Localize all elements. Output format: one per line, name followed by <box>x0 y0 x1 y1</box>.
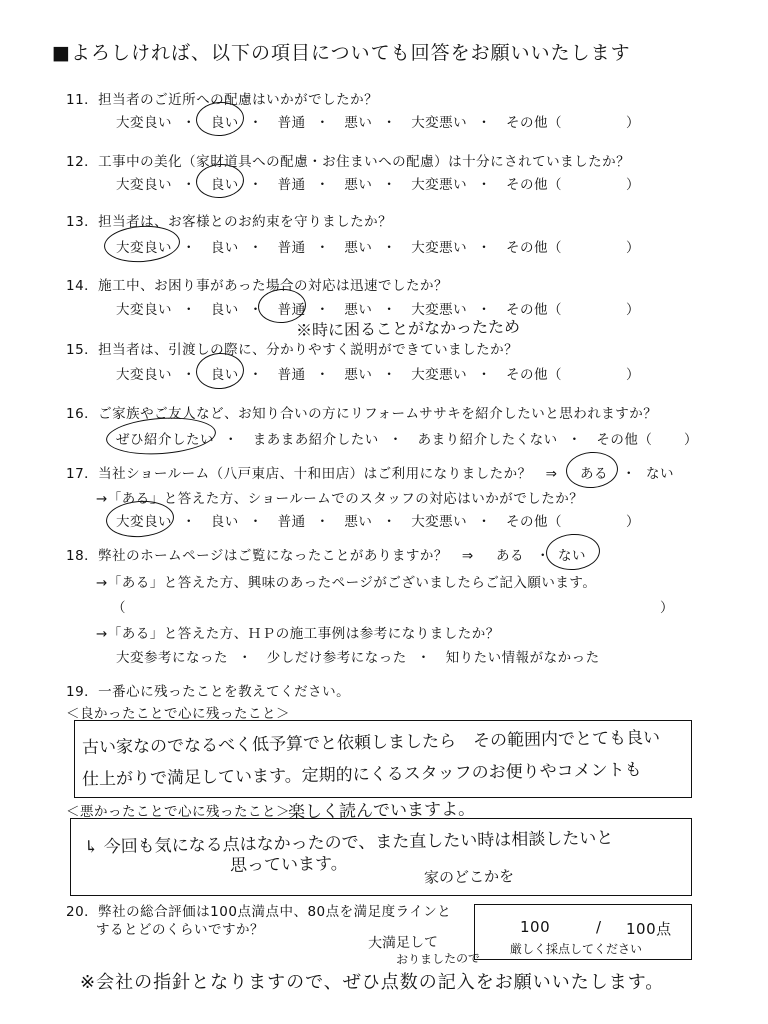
question-20-line-2: するとどのくらいですか？ <box>96 922 264 938</box>
opt-bad[interactable]: 悪い <box>344 115 373 131</box>
question-17: 17．当社ショールーム（八戸東店、十和田店）はご利用になりましたか？ ⇒ <box>66 466 558 482</box>
opt-other[interactable]: その他（ <box>596 432 653 448</box>
bad-answer-line-1: ↳ 今回も気になる点はなかったので、また直したい時は相談したいと <box>83 828 614 858</box>
opt-good[interactable]: 良い <box>210 302 239 318</box>
opt-good[interactable]: 良い <box>210 177 239 193</box>
opt-bad[interactable]: 悪い <box>344 302 373 318</box>
question-11: 11．担当者のご近所への配慮はいかがでしたか？ <box>66 92 379 108</box>
opt-yes[interactable]: ある <box>496 548 524 564</box>
bad-aside: 楽しく読んでいますよ。 <box>287 799 476 823</box>
options-14: 大変良い ・ 良い ・ 普通 ・ 悪い ・ 大変悪い ・ その他（ <box>116 302 562 318</box>
opt-not-recommend[interactable]: あまり紹介したくない <box>417 432 558 448</box>
options-12: 大変良い ・ 良い ・ 普通 ・ 悪い ・ 大変悪い ・ その他（ <box>116 177 562 193</box>
options-11-close: ） <box>626 115 640 131</box>
options-17-close: ） <box>626 514 640 530</box>
page-title: ■よろしければ、以下の項目についても回答をお願いいたします <box>52 42 631 64</box>
opt-very-bad[interactable]: 大変悪い <box>411 115 468 131</box>
score-value: 100 <box>520 918 551 936</box>
question-17-sub: →「ある」と答えた方、ショールームでのスタッフの対応はいかがでしたか？ <box>96 491 584 507</box>
options-16-close: ） <box>684 432 698 448</box>
footer-note: ※会社の指針となりますので、ぜひ点数の記入をお願いいたします。 <box>80 972 665 993</box>
score-slash: / <box>596 918 602 936</box>
opt-very-good[interactable]: 大変良い <box>116 514 172 530</box>
opt-other[interactable]: その他（ <box>505 115 562 131</box>
score-note-1: 大満足して <box>367 934 439 952</box>
good-label: ＜良かったことで心に残ったこと＞ <box>66 706 290 722</box>
options-15-close: ） <box>626 367 640 383</box>
opt-slightly-helpful[interactable]: 少しだけ参考になった <box>266 650 407 666</box>
opt-very-good[interactable]: 大変良い <box>116 367 172 383</box>
options-15: 大変良い ・ 良い ・ 普通 ・ 悪い ・ 大変悪い ・ その他（ <box>116 367 562 383</box>
opt-bad[interactable]: 悪い <box>344 240 373 256</box>
opt-other[interactable]: その他（ <box>505 514 562 530</box>
question-16: 16．ご家族やご友人など、お知り合いの方にリフォームササキを紹介したいと思われますか？ <box>66 406 658 422</box>
opt-good[interactable]: 良い <box>210 240 239 256</box>
good-answer-line-2: 仕上がりで満足しています。定期的にくるスタッフのお便りやコメントも <box>81 760 642 790</box>
opt-very-bad[interactable]: 大変悪い <box>411 367 468 383</box>
bad-answer-line-2: 思っています。 <box>229 853 348 877</box>
opt-no[interactable]: ない <box>646 466 674 482</box>
options-17: 大変良い ・ 良い ・ 普通 ・ 悪い ・ 大変悪い ・ その他（ <box>116 514 562 530</box>
score-hint: 厳しく採点してください <box>510 942 643 956</box>
opt-bad[interactable]: 悪い <box>344 514 373 530</box>
options-16: ぜひ紹介したい ・ まあまあ紹介したい ・ あまり紹介したくない ・ その他（ <box>116 432 653 448</box>
options-14-close: ） <box>626 302 640 318</box>
question-13: 13．担当者は、お客様とのお約束を守りましたか？ <box>66 214 393 230</box>
opt-sep: ・ <box>622 466 636 482</box>
question-15: 15．担当者は、引渡しの際に、分かりやすく説明ができていましたか？ <box>66 342 519 358</box>
question-12: 12．工事中の美化（家財道具への配慮・お住まいへの配慮）は十分にされていましたか？ <box>66 154 631 170</box>
opt-sep: ・ <box>536 548 550 564</box>
opt-very-helpful[interactable]: 大変参考になった <box>116 650 228 666</box>
opt-good[interactable]: 良い <box>210 115 239 131</box>
good-answer-line-1: 古い家なのでなるべく低予算でと依頼しましたら その範囲内でとても良い <box>81 727 661 759</box>
options-12-close: ） <box>626 177 640 193</box>
opt-normal[interactable]: 普通 <box>277 240 306 256</box>
opt-good[interactable]: 良い <box>210 514 239 530</box>
answer-circle <box>565 450 619 490</box>
opt-normal[interactable]: 普通 <box>277 367 306 383</box>
question-18: 18．弊社のホームページはご覧になったことがありますか？ ⇒ <box>66 548 474 564</box>
opt-very-good[interactable]: 大変良い <box>116 240 172 256</box>
opt-very-bad[interactable]: 大変悪い <box>411 514 468 530</box>
opt-no[interactable]: ない <box>558 548 586 564</box>
opt-good[interactable]: 良い <box>210 367 239 383</box>
answer-circle <box>545 532 601 572</box>
opt-somewhat-recommend[interactable]: まあまあ紹介したい <box>252 432 379 448</box>
opt-very-good[interactable]: 大変良い <box>116 115 172 131</box>
opt-very-bad[interactable]: 大変悪い <box>411 302 468 318</box>
options-13: 大変良い ・ 良い ・ 普通 ・ 悪い ・ 大変悪い ・ その他（ <box>116 240 562 256</box>
opt-other[interactable]: その他（ <box>505 177 562 193</box>
opt-very-bad[interactable]: 大変悪い <box>411 240 468 256</box>
bad-answer-insert: 家のどこかを <box>423 867 515 887</box>
question-18-sub2: →「ある」と答えた方、ＨＰの施工事例は参考になりましたか？ <box>96 626 500 642</box>
options-18: 大変参考になった ・ 少しだけ参考になった ・ 知りたい情報がなかった <box>116 650 600 666</box>
opt-normal[interactable]: 普通 <box>277 177 306 193</box>
paren-open: （ <box>112 600 126 616</box>
opt-other[interactable]: その他（ <box>505 367 562 383</box>
opt-very-good[interactable]: 大変良い <box>116 177 172 193</box>
opt-not-helpful[interactable]: 知りたい情報がなかった <box>445 650 600 666</box>
opt-other[interactable]: その他（ <box>505 240 562 256</box>
question-18-sub1: →「ある」と答えた方、興味のあったページがございましたらご記入願います。 <box>96 575 597 591</box>
paren-close: ） <box>660 600 674 616</box>
opt-bad[interactable]: 悪い <box>344 367 373 383</box>
bad-label: ＜悪かったことで心に残ったこと＞ <box>66 804 290 820</box>
handwritten-note: ※時に困ることがなかったため <box>295 317 521 340</box>
opt-other[interactable]: その他（ <box>505 302 562 318</box>
opt-normal[interactable]: 普通 <box>277 115 306 131</box>
question-20-line-1: 20．弊社の総合評価は100点満点中、80点を満足度ラインと <box>66 904 452 920</box>
score-note-2: おりましたので <box>395 951 481 967</box>
options-13-close: ） <box>626 240 640 256</box>
opt-very-good[interactable]: 大変良い <box>116 302 172 318</box>
options-11: 大変良い ・ 良い ・ 普通 ・ 悪い ・ 大変悪い ・ その他（ <box>116 115 562 131</box>
opt-bad[interactable]: 悪い <box>344 177 373 193</box>
opt-definitely-recommend[interactable]: ぜひ紹介したい <box>116 432 214 448</box>
opt-very-bad[interactable]: 大変悪い <box>411 177 468 193</box>
opt-normal[interactable]: 普通 <box>277 302 306 318</box>
opt-normal[interactable]: 普通 <box>277 514 306 530</box>
question-19: 19．一番心に残ったことを教えてください。 <box>66 684 351 700</box>
opt-yes[interactable]: ある <box>580 466 608 482</box>
score-max: 100点 <box>626 920 672 938</box>
question-14: 14．施工中、お困り事があった場合の対応は迅速でしたか？ <box>66 278 449 294</box>
